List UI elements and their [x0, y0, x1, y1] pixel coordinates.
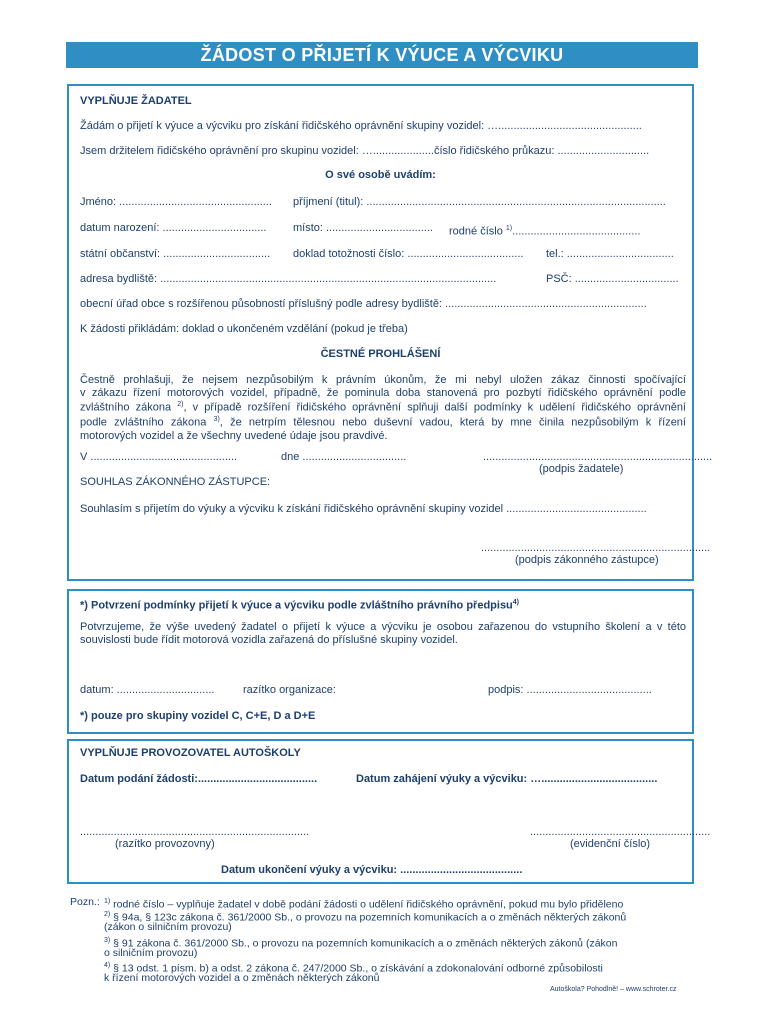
applicant-signature-field[interactable]: ...........................................................................	[483, 451, 713, 463]
confirmation-heading: *) Potvrzení podmínky přijetí k výuce a výcviku podle zvláštního právního předpisu$^{4)}$	[80, 599, 520, 612]
confirmation-signature-field[interactable]: podpis: .........................................	[488, 684, 652, 696]
municipality-field[interactable]: obecní úřad obce s rozšířenou působností příslušný podle adresy bydliště: ..................................................................	[80, 298, 647, 310]
form-title: ŽÁDOST O PŘIJETÍ K VÝUCE A VÝCVIKU	[66, 42, 698, 68]
confirmation-text: Potvrzujeme, že výše uvedený žadatel o přijetí k výuce a výcviku je osobou zařazenou do vstupního školení a v této souvislosti bude řídit motorová vozidla zařazená do příslušné skupiny vozidel.	[80, 621, 686, 646]
personal-heading: O své osobě uvádím:	[325, 169, 436, 181]
notes-label: Pozn.:	[70, 896, 100, 908]
address-field[interactable]: adresa bydliště: ..............................................................................................................	[80, 273, 497, 285]
declaration-heading: ČESTNÉ PROHLÁŠENÍ	[320, 348, 441, 360]
place-field[interactable]: V ................................................	[80, 451, 238, 463]
birth-number-field[interactable]: rodné číslo $^{1)}$..........................................	[449, 225, 641, 238]
guardian-heading: SOUHLAS ZÁKONNÉHO ZÁSTUPCE:	[80, 476, 271, 488]
start-date-field[interactable]: Datum zahájení výuky a výcviku: …......................................	[356, 773, 658, 785]
footnote-3: $^{3)}$ § 91 zákona č. 361/2000 Sb., o provozu na pozemních komunikacích a o změnách některých zákonů (zákon	[104, 937, 618, 950]
guardian-consent-field[interactable]: Souhlasím s přijetím do výuky a výcviku k získání řidičského oprávnění skupiny vozidel ..............................................	[80, 503, 647, 515]
footnote-4: $^{4)}$ § 13 odst. 1 písm. b) a odst. 2 zákona č. 247/2000 Sb., o získávání a zdokonalování odborné způsobilosti	[104, 962, 603, 975]
citizenship-field[interactable]: státní občanství: ...................................	[80, 248, 271, 260]
footnote-4-cont: k řízení motorových vozidel a o změnách některých zákonů	[104, 972, 380, 984]
publisher-credit: Autoškola? Pohodlně! – www.schroter.cz	[550, 986, 677, 993]
driving-school-section	[67, 739, 694, 884]
phone-field[interactable]: tel.: ...................................	[546, 248, 674, 260]
organization-stamp-label: razítko organizace:	[243, 684, 336, 696]
applicant-heading: VYPLŇUJE ŽADATEL	[80, 95, 192, 107]
footnote-1: $^{1)}$ rodné číslo – vyplňuje žadatel v době podání žádosti o udělení řidičského oprávnění, pokud mu bylo přiděleno	[104, 898, 624, 911]
submission-date-field[interactable]: Datum podání žádosti:.......................................	[80, 773, 318, 785]
footnote-2: $^{2)}$ § 94a, § 123c zákona č. 361/2000 Sb., o provozu na pozemních komunikacích a o změnách některých zákonů	[104, 911, 627, 924]
license-holder-field[interactable]: Jsem držitelem řidičského oprávnění pro skupinu vozidel: …....................číslo řidičského průkazu: ..............................	[80, 145, 650, 157]
name-field[interactable]: Jméno: ..................................................	[80, 196, 272, 208]
applicant-signature-label: (podpis žadatele)	[539, 463, 624, 475]
school-stamp-field[interactable]: ...........................................................................	[80, 826, 310, 838]
id-document-field[interactable]: doklad totožnosti číslo: ......................................	[293, 248, 524, 260]
birth-place-field[interactable]: místo: ...................................	[293, 222, 433, 234]
postal-code-field[interactable]: PSČ: ..................................	[546, 273, 679, 285]
confirmation-date-field[interactable]: datum: ................................	[80, 684, 215, 696]
footnote-2-cont: (zákon o silničním provozu)	[104, 921, 232, 933]
school-stamp-label: (razítko provozovny)	[115, 838, 215, 850]
guardian-signature-field[interactable]: ...........................................................................	[481, 542, 711, 554]
footnote-3-cont: o silničním provozu)	[104, 947, 198, 959]
declaration-text: Čestně prohlašuji, že nejsem nezpůsobilým k právním úkonům, že mi nebyl uložen zákaz činnosti spočívající v zákazu řízení motorových vozidel, případně, že pominula doba stanovená pro pozbytí řidičského oprávnění podle zvláštního zákona $^{2)}$, v případě rozšíření řidičského oprávnění splňuji další podmínky k udělení řidičského oprávnění podle zvláštního zákona $^{3)}$, že netrpím tělesnou nebo duševní vadou, která by mne činila nezpůsobilým k řízení motorových vozidel a že všechny uvedené údaje jsou pravdivé.	[80, 374, 686, 442]
registration-number-field[interactable]: ...........................................................	[530, 826, 711, 838]
end-date-field[interactable]: Datum ukončení výuky a výcviku: ........................................	[221, 864, 523, 876]
date-field[interactable]: dne ..................................	[281, 451, 407, 463]
guardian-signature-label: (podpis zákonného zástupce)	[515, 554, 659, 566]
school-heading: VYPLŇUJE PROVOZOVATEL AUTOŠKOLY	[80, 747, 301, 759]
vehicle-groups-note: *) pouze pro skupiny vozidel C, C+E, D a D+E	[80, 710, 316, 722]
birth-date-field[interactable]: datum narození: ..................................	[80, 222, 267, 234]
surname-field[interactable]: příjmení (titul): ..................................................................................................	[293, 196, 666, 208]
registration-number-label: (evidenční číslo)	[570, 838, 651, 850]
attachment-note: K žádosti přikládám: doklad o ukončeném vzdělání (pokud je třeba)	[80, 323, 408, 335]
request-group-field[interactable]: Žádám o přijetí k výuce a výcviku pro získání řidičského oprávnění skupiny vozidel: …...............................................	[80, 120, 642, 132]
